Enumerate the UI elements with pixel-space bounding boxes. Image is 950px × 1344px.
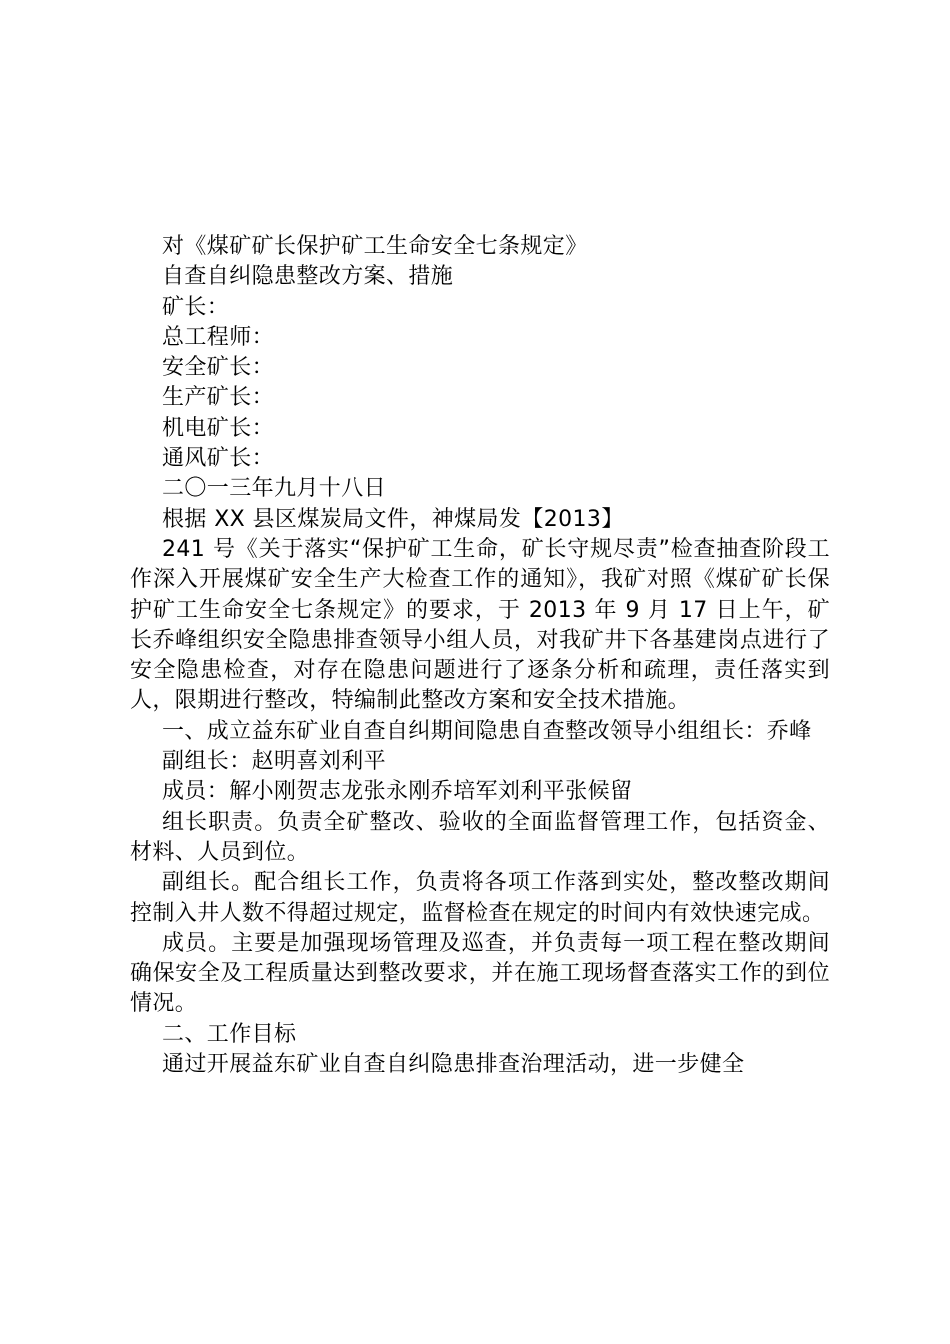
role-safety-director: 安全矿长： — [162, 355, 275, 381]
section-2-heading: 二、工作目标 — [162, 1021, 297, 1047]
role-production-director: 生产矿长： — [162, 385, 275, 411]
member-duty-paragraph: 成员。主要是加强现场管理及巡查，并负责每一项工程在整改期间确保安全及工程质量达到整改要求，并在施工现场督查落实工作的到位情况。 — [130, 930, 830, 1017]
section-1-paragraph: 一、成立益东矿业自查自纠期间隐患自查整改领导小组组长：乔峰 — [162, 718, 812, 744]
leader-duty-paragraph: 组长职责。负责全矿整改、验收的全面监督管理工作，包括资金、材料、人员到位。 — [130, 809, 830, 865]
deputy-leaders-line: 副组长：赵明喜刘利平 — [162, 749, 387, 775]
role-electromechanical-director: 机电矿长： — [162, 415, 275, 441]
deputy-duty-paragraph: 副组长。配合组长工作，负责将各项工作落到实处，整改整改期间控制入井人数不得超过规定，监督检查在规定的时间内有效快速完成。 — [130, 870, 830, 926]
basis-line: 根据 XX 县区煤炭局文件，神煤局发【2013】 — [162, 506, 624, 532]
title-line-2: 自查自纠隐患整改方案、措施 — [162, 264, 454, 290]
members-line: 成员：解小刚贺志龙张永刚乔培军刘利平张候留 — [162, 779, 633, 805]
role-mine-director: 矿长： — [162, 294, 230, 320]
section-2-paragraph: 通过开展益东矿业自查自纠隐患排查治理活动，进一步健全 — [162, 1052, 745, 1078]
role-ventilation-director: 通风矿长： — [162, 446, 275, 472]
role-chief-engineer: 总工程师： — [162, 324, 275, 350]
title-line-1: 对《煤矿矿长保护矿工生命安全七条规定》 — [162, 234, 588, 259]
document-date: 二〇一三年九月十八日 — [162, 476, 387, 502]
intro-paragraph: 241 号《关于落实“保护矿工生命，矿长守规尽责”检查抽查阶段工作深入开展煤矿安全生产大检查工作的通知》，我矿对照《煤矿矿长保护矿工生命安全七条规定》的要求，于 2013 年 9 月 17 日上午，矿长乔峰组织安全隐患排查领导小组人员，对我矿井下各基建岗点进行了安全隐患检查，对存在隐患问题进行了逐条分析和疏理，责任落实到人，限期进行整改，特编制此整改方案和安全技术措施。 — [130, 536, 830, 714]
document-body — [130, 232, 830, 1080]
